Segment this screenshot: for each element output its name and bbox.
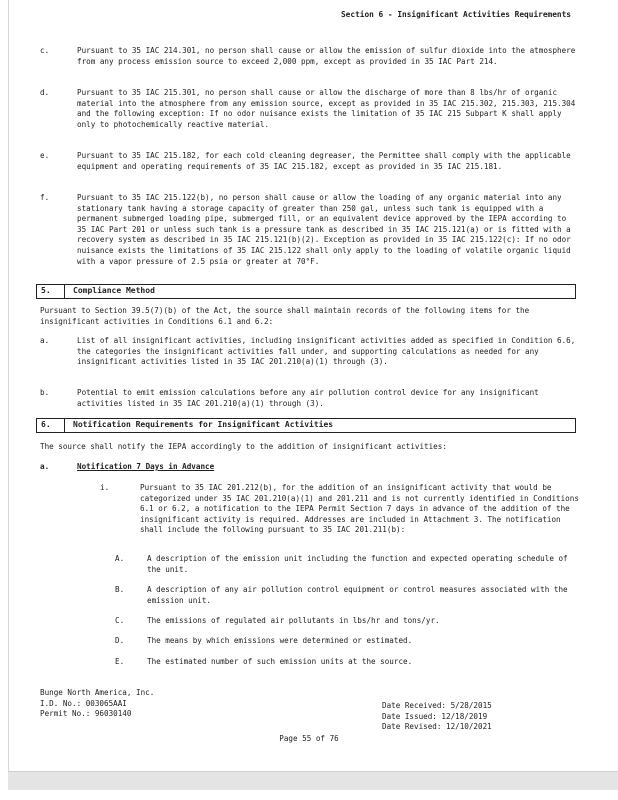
item-letter: i. [100,483,110,492]
list-item-f [40,193,580,267]
section-title: Compliance Method [73,286,155,295]
item-text: Pursuant to 35 IAC 201.212(b), for the addition of an insignificant activity that would be categorized under 35 IAC 201.210(a)(1) and 201.211 and is not currently identified in Conditions 6.1 or 6.2, a notification to the IEPA Permit Section 7 days in advance of the addition of the insignificant activity is required. Addresses are included in Attachment 3. The notification shall include the following pursuant to 35 IAC 201.211(b): [140,483,579,535]
item-text: The estimated number of such emission units at the source. [147,657,413,666]
cap-item-D [115,636,580,647]
item-letter: C. [115,616,125,625]
page-edge [8,0,9,771]
cap-item-A [115,554,580,575]
item-text: Pursuant to 35 IAC 214.301, no person shall cause or allow the emission of sulfur dioxide into the atmosphere from any process emission source to exceed 2,000 ppm, except as provided in 35 IAC Part 214. [77,46,576,66]
item-text: List of all insignificant activities, including insignificant activities added as specified in Condition 6.6, the categories the insignificant activities fall under, and supporting calculations as needed for any insignificant activities listed in 35 IAC 201.210(a)(1) through (3). [77,336,576,367]
item-letter: D. [115,636,125,645]
item-letter: A. [115,554,125,563]
heading-divider [64,419,65,432]
item-letter: d. [40,88,50,97]
date-revised: Date Revised: 12/10/2021 [382,722,492,732]
item-text: The emissions of regulated air pollutants in lbs/hr and tons/yr. [147,616,440,625]
permit-number: Permit No.: 96030140 [40,709,132,719]
item-letter: c. [40,46,50,55]
item-text: A description of any air pollution control equipment or control measures associated with the emission unit. [147,585,568,605]
subsection-heading [40,462,214,473]
subsection-title: Notification 7 Days in Advance [77,462,215,471]
item-letter: E. [115,657,125,666]
item-letter: b. [40,388,50,397]
item-text: The means by which emissions were determined or estimated. [147,636,413,645]
section-5-heading [36,284,576,299]
section-6-intro: The source shall notify the IEPA accordingly to the addition of insignificant activities: [40,442,447,451]
cap-item-C [115,616,580,627]
cap-item-B [115,585,580,606]
date-received: Date Received: 5/28/2015 [382,701,492,710]
section-number: 6. [41,420,51,429]
roman-item-i [100,483,580,536]
section-number: 5. [41,286,51,295]
date-issued: Date Issued: 12/18/2019 [382,711,488,721]
footer-dates [382,701,492,733]
item-letter: a. [40,336,50,345]
list-item-e [40,151,580,172]
section-5-intro: Pursuant to Section 39.5(7)(b) of the Act, the source shall maintain records of the following items for the insignificant activities in Conditions 6.1 and 6.2: [40,306,530,326]
footer-source-info [40,688,154,720]
cap-item-E [115,657,580,668]
company-name: Bunge North America, Inc. [40,688,155,697]
scan-bottom-band [8,771,618,790]
item-letter: e. [40,151,50,160]
list-item-5a [40,336,580,368]
list-item-d [40,88,580,130]
list-item-5b [40,388,580,409]
heading-divider [64,285,65,298]
section-6-heading [36,418,576,433]
item-letter: B. [115,585,125,594]
list-item-c [40,46,580,67]
id-number: I.D. No.: 003065AAI [40,698,127,708]
subsection-letter: a. [40,462,50,471]
item-text: Potential to emit emission calculations before any air pollution control device for any insignificant activities listed in 35 IAC 201.210(a)(1) through (3). [77,388,539,408]
item-text: Pursuant to 35 IAC 215.122(b), no person shall cause or allow the loading of any organic material into any stationary tank having a storage capacity of greater than 250 gal, unless such tank is equipped with a permanent submerged loading pipe, submerged fill, or an equivalent device approved by the IEPA according to 35 IAC Part 201 or unless such tank is a pressure tank as described in 35 IAC 215.121(a) or is fitted with a recovery system as described in 35 IAC 215.121(b)(2). Exception as provided in 35 IAC 215.122(c): If no odor nuisance exists the limitations of 35 IAC 215.122 shall only apply to the loading of volatile organic liquid with a vapor pressure of 2.5 psia or greater at 70°F. [77,193,571,266]
item-letter: f. [40,193,50,202]
item-text: Pursuant to 35 IAC 215.182, for each cold cleaning degreaser, the Permittee shall comply with the applicable equipment and operating requirements of 35 IAC 215.182, except as provided in 35 IAC 215.181. [77,151,571,171]
item-text: A description of the emission unit including the function and expected operating schedule of the unit. [147,554,568,574]
page-header: Section 6 - Insignificant Activities Requirements [340,10,571,19]
item-text: Pursuant to 35 IAC 215.301, no person shall cause or allow the discharge of more than 8 lbs/hr of organic material into the atmosphere from any emission source, except as provided in 35 IAC 215.302, 215.303, 215.304 and the following exception: If no odor nuisance exists the limitation of 35 IAC 215 Subpart K shall apply only to photochemically reactive material. [77,88,576,129]
page-number: Page 55 of 76 [279,734,339,743]
section-title: Notification Requirements for Insignificant Activities [73,420,334,429]
